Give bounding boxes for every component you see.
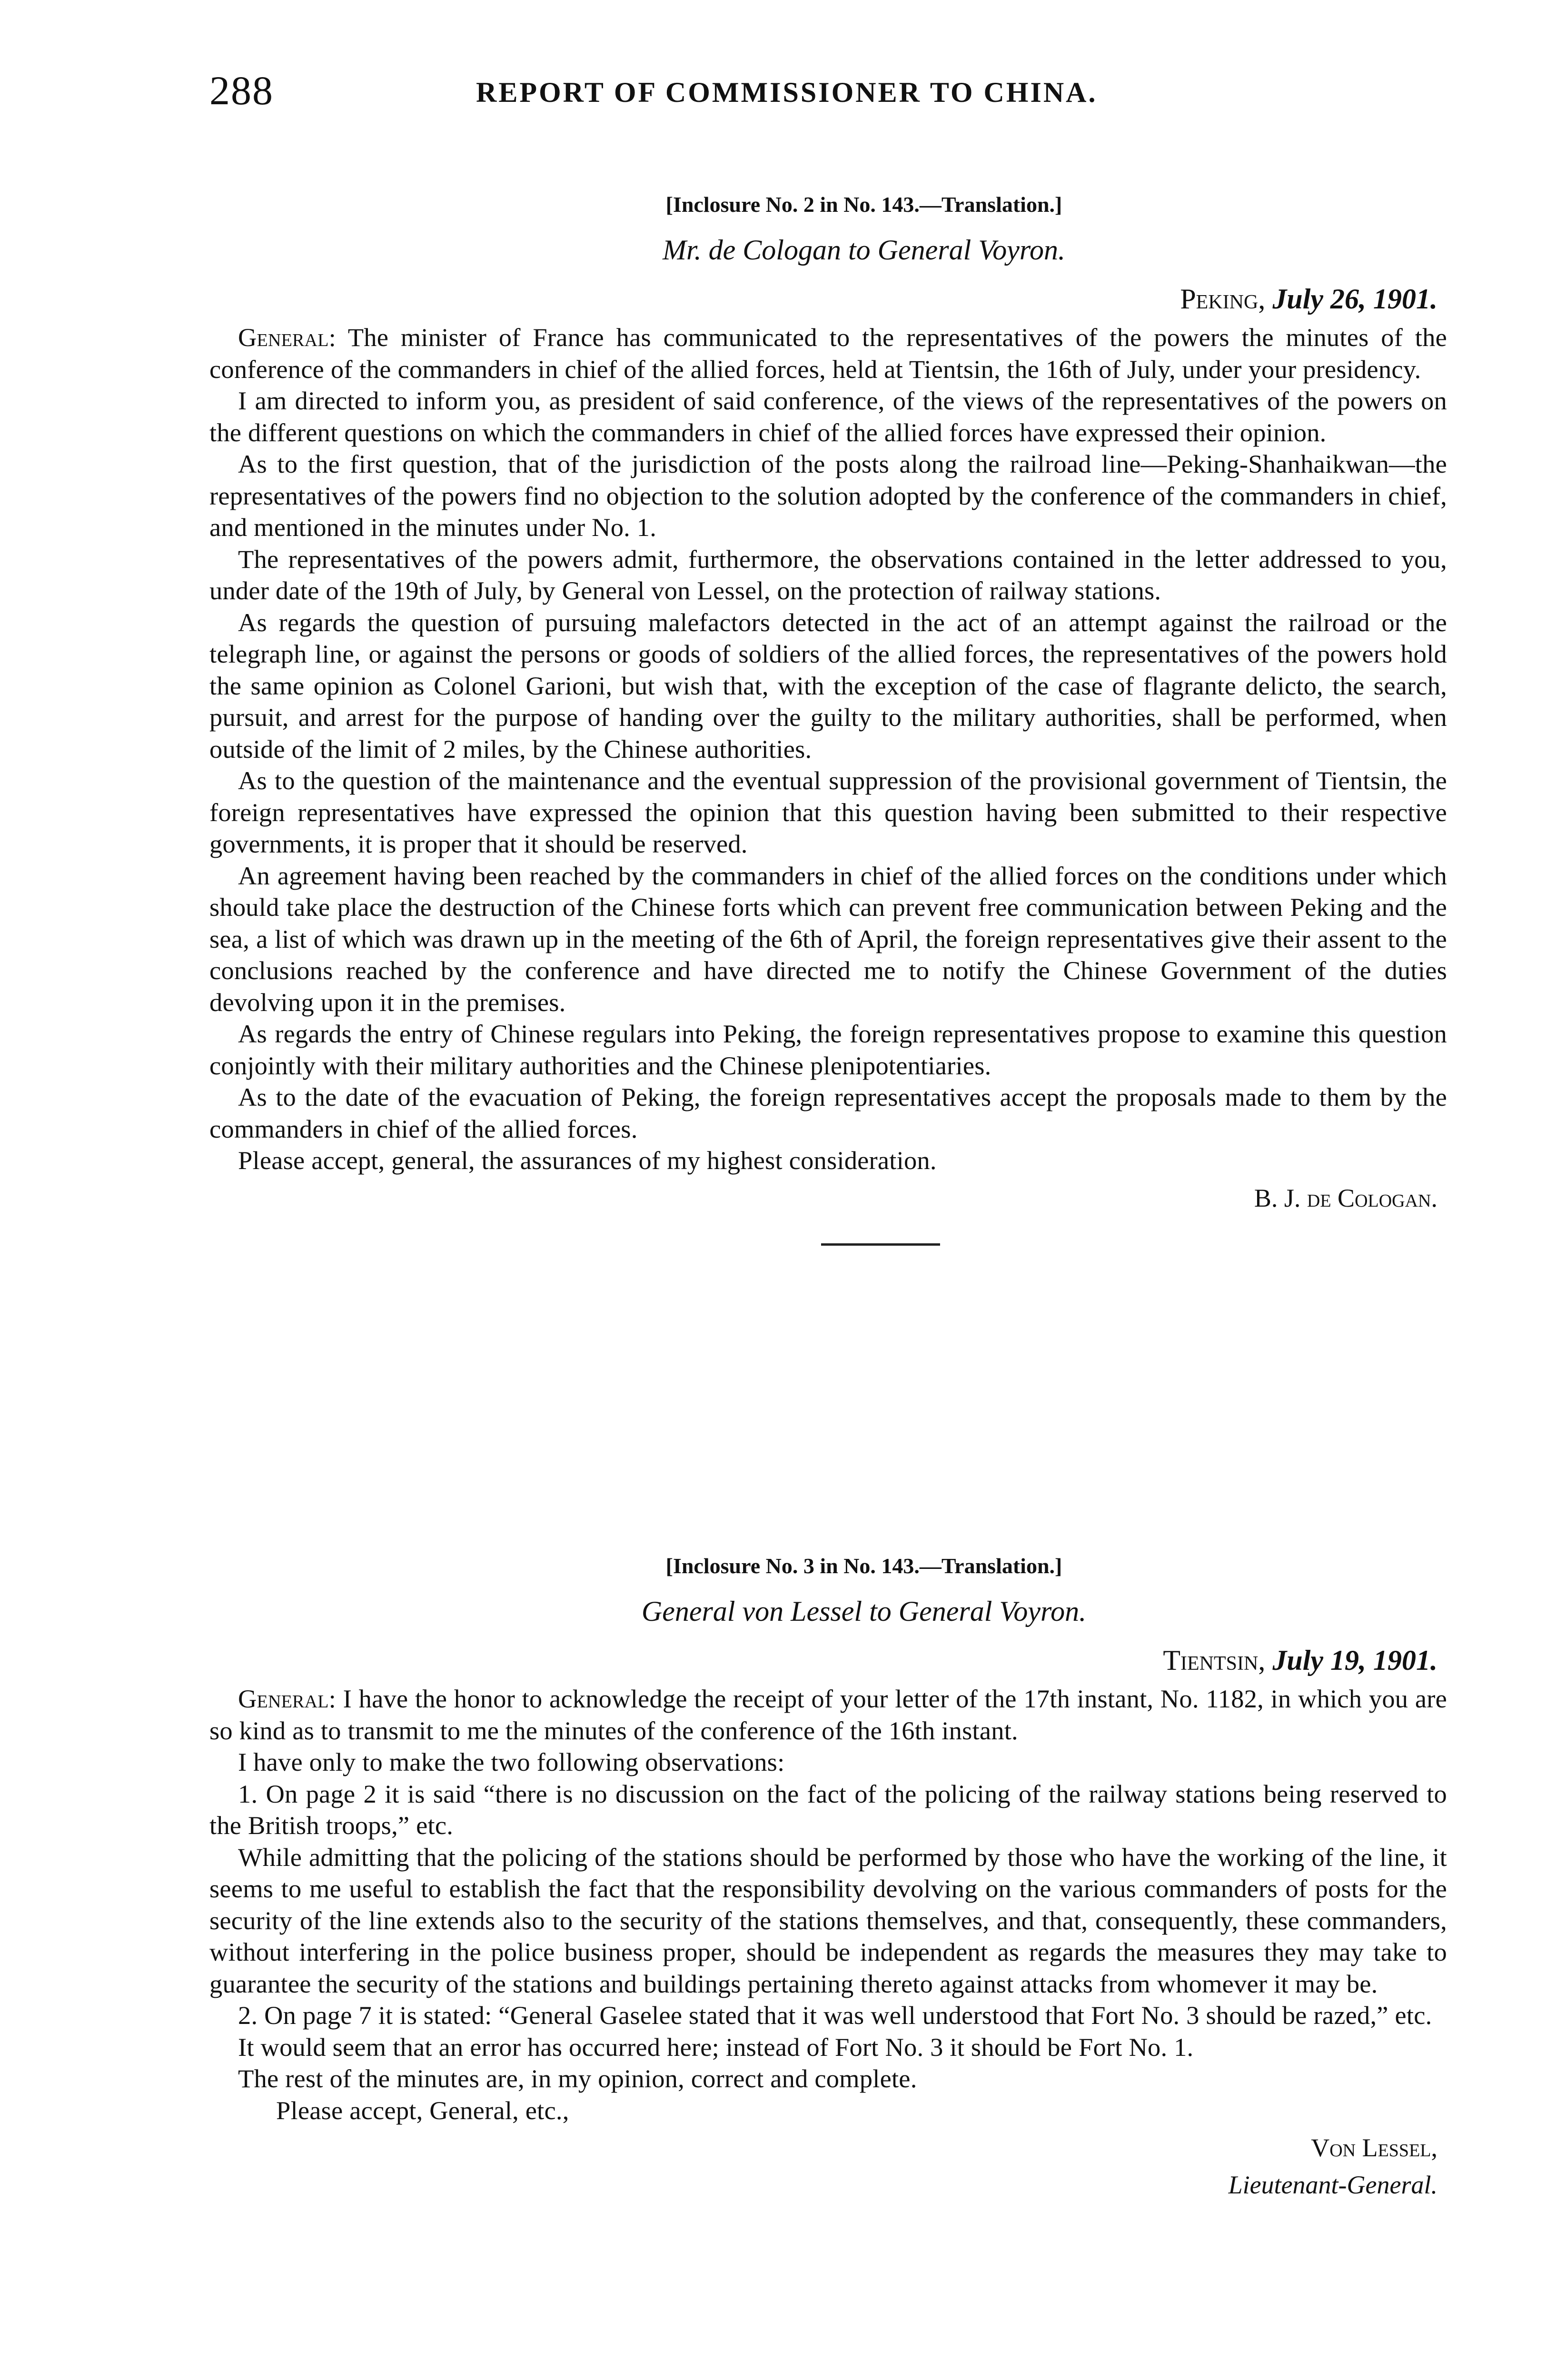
paragraph-text: I have the honor to acknowledge the receipt of your letter of the 17th instant, No. 1182, in which you are so kind as to transmit to me the minutes of the conference of the 16th instant. — [209, 1684, 1447, 1745]
running-title: REPORT OF COMMISSIONER TO CHINA. — [476, 77, 1098, 108]
letter-inclosure-2 — [209, 186, 1447, 1265]
inclosure-heading: [Inclosure No. 3 in No. 143.—Translation.] — [665, 1554, 1062, 1578]
paragraph: As regards the question of pursuing malefactors detected in the act of an attempt against the railroad or the telegraph line, or against the persons or goods of soldiers of the allied forces, the representatives of the powers hold the same opinion as Colonel Garioni, but wish that, with the exception of the case of flagrante delicto, the search, pursuit, and arrest for the purpose of handing over the guilty to the military authorities, shall be performed, when outside of the limit of 2 miles, by the Chinese authorities. — [209, 607, 1447, 764]
paragraph: While admitting that the policing of the stations should be performed by those who have the working of the line, it seems to me useful to establish the fact that the responsibility devolving on the various commanders of posts for the security of the line extends also to the security of the stations themselves, and that, consequently, these commanders, without interfering in the police business proper, should be independent as regards the measures they may take to guarantee the security of the stations and buildings pertaining thereto against attacks from whomever it may be. — [209, 1842, 1447, 1998]
date: July 19, 1901. — [1272, 1645, 1437, 1676]
letter-title: General von Lessel to General Voyron. — [641, 1596, 1087, 1627]
paragraph: It would seem that an error has occurred here; instead of Fort No. 3 it should be Fort No. 1. — [238, 2032, 1194, 2062]
signature-title: Lieutenant-General. — [1228, 2171, 1437, 2199]
page-number: 288 — [209, 68, 274, 113]
paragraph: 2. On page 7 it is stated: “General Gaselee stated that it was well understood that Fort No. 3 should be razed,” etc. — [238, 2001, 1432, 2030]
inclosure-heading: [Inclosure No. 2 in No. 143.—Translation.] — [665, 192, 1062, 217]
page-header — [209, 67, 1447, 138]
paragraph-text: The minister of France has communicated to the representatives of the powers the minutes of the conference of the commanders in chief of the allied forces, held at Tientsin, the 16th of July, under your presidency. — [209, 323, 1447, 384]
paragraph — [209, 322, 1447, 385]
signature — [209, 2126, 1447, 2169]
section-divider — [821, 1243, 940, 1246]
salutation: General: — [238, 323, 336, 352]
date: July 26, 1901. — [1272, 283, 1437, 315]
paragraph: Please accept, general, the assurances of my highest consideration. — [238, 1146, 937, 1175]
paragraph: An agreement having been reached by the commanders in chief of the allied forces on the conditions under which should take place the destruction of the Chinese forts which can prevent free communication between Peking and the sea, a list of which was drawn up in the meeting of the 6th of April, the foreign representatives give their assent to the conclusions reached by the conference and have directed me to notify the Chinese Government of the duties devolving upon it in the premises. — [209, 861, 1447, 1017]
paragraph: Please accept, General, etc., — [276, 2095, 569, 2125]
signature-name: B. J. de Cologan. — [1254, 1183, 1437, 1212]
paragraph: I have only to make the two following observations: — [238, 1747, 785, 1776]
letter-title: Mr. de Cologan to General Voyron. — [662, 234, 1066, 266]
paragraph: 1. On page 2 it is said “there is no discussion on the fact of the policing of the railway stations being reserved to the British troops,” etc. — [209, 1779, 1447, 1840]
paragraph: The representatives of the powers admit, furthermore, the observations contained in the letter addressed to you, under date of the 19th of July, by General von Lessel, on the protection of railway stations. — [209, 544, 1447, 605]
paragraph: As to the first question, that of the jurisdiction of the posts along the railroad line—Peking-Shanhaikwan—the representatives of the powers find no objection to the solution adopted by the conference of the commanders in chief, and mentioned in the minutes under No. 1. — [209, 449, 1447, 542]
paragraph — [209, 1683, 1447, 1746]
paragraph: I am directed to inform you, as president of said conference, of the views of the representatives of the powers on the different questions on which the commanders in chief of the allied forces have expressed their opinion. — [209, 386, 1447, 447]
paragraph: As to the date of the evacuation of Peking, the foreign representatives accept the proposals made to them by the commanders in chief of the allied forces. — [209, 1082, 1447, 1143]
date-place: Peking, — [1180, 283, 1266, 315]
dateline — [209, 276, 1447, 322]
date-place: Tientsin, — [1163, 1645, 1266, 1676]
signature-name: Von Lessel, — [1311, 2133, 1437, 2162]
paragraph: As regards the entry of Chinese regulars into Peking, the foreign representatives propose to examine this question conjointly with their military authorities and the Chinese plenipotentiaries. — [209, 1019, 1447, 1080]
salutation: General: — [238, 1684, 336, 1713]
signature — [209, 1177, 1447, 1220]
paragraph: The rest of the minutes are, in my opinion, correct and complete. — [238, 2064, 917, 2093]
paragraph: As to the question of the maintenance and the eventual suppression of the provisional government of Tientsin, the foreign representatives have expressed the opinion that this question having been submitted to their respective governments, it is proper that it should be reserved. — [209, 766, 1447, 858]
dateline — [209, 1637, 1447, 1683]
letter-inclosure-3 — [209, 1547, 1447, 2201]
